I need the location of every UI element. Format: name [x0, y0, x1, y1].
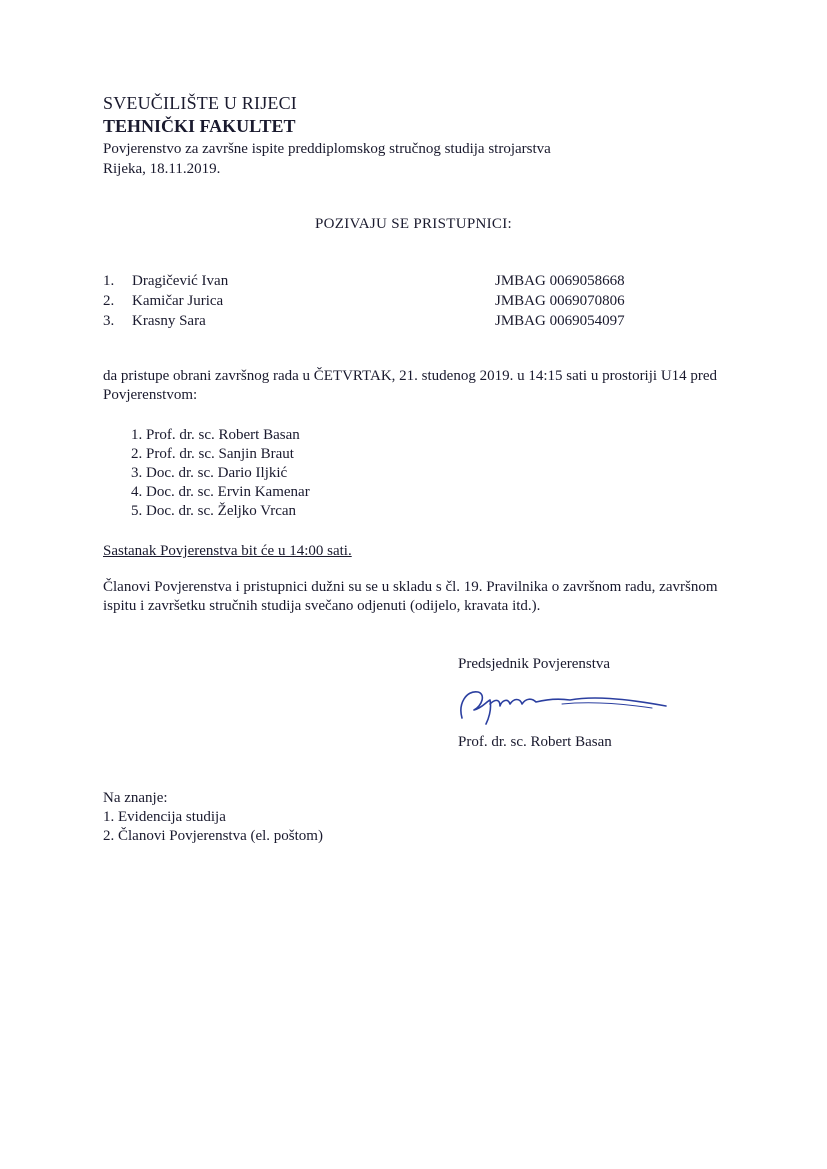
president-name: Prof. dr. sc. Robert Basan: [458, 734, 612, 750]
committee-member: 2. Prof. dr. sc. Sanjin Braut: [131, 446, 294, 462]
candidate-name: Dragičević Ivan: [132, 273, 229, 289]
notice-list: [103, 808, 323, 846]
notice-title: Na znanje:: [103, 790, 168, 806]
candidate-list: [103, 272, 663, 332]
president-title: Predsjednik Povjerenstva: [458, 656, 611, 672]
candidate-name: Kamičar Jurica: [132, 293, 224, 309]
committee-name: Povjerenstvo za završne ispite preddiplomskog stručnog studija strojarstva: [103, 141, 551, 157]
committee-member: 5. Doc. dr. sc. Željko Vrcan: [131, 503, 297, 519]
signature-image: [452, 680, 682, 730]
candidate-jmbag: JMBAG 0069054097: [495, 313, 625, 329]
committee-member: 1. Prof. dr. sc. Robert Basan: [131, 427, 300, 443]
candidate-name: Krasny Sara: [132, 313, 206, 329]
candidate-row: [103, 292, 663, 312]
dress-code-paragraph: Članovi Povjerenstva i pristupnici dužni su se u skladu s čl. 19. Pravilnika o završnom radu, završnom ispitu i završetku stručnih studija svečano odjenuti (odijelo, kravata itd.).: [103, 579, 718, 614]
candidate-jmbag: JMBAG 0069058668: [495, 273, 625, 289]
candidate-row: [103, 272, 663, 292]
invitation-paragraph: da pristupe obrani završnog rada u ČETVRTAK, 21. studenog 2019. u 14:15 sati u prostoriji U14 pred Povjerenstvom:: [103, 368, 718, 403]
place-date: Rijeka, 18.11.2019.: [103, 161, 221, 177]
committee-member-list: [131, 426, 310, 521]
document-heading: POZIVAJU SE PRISTUPNICI:: [315, 216, 512, 232]
candidate-number: 2.: [103, 293, 115, 309]
meeting-note: Sastanak Povjerenstva bit će u 14:00 sati.: [103, 543, 352, 559]
candidate-row: [103, 312, 663, 332]
notice-item: 2. Članovi Povjerenstva (el. poštom): [103, 828, 323, 844]
committee-member: 4. Doc. dr. sc. Ervin Kamenar: [131, 484, 310, 500]
candidate-jmbag: JMBAG 0069070806: [495, 293, 625, 309]
faculty-name: TEHNIČKI FAKULTET: [103, 116, 296, 136]
university-name: SVEUČILIŠTE U RIJECI: [103, 93, 297, 113]
candidate-number: 3.: [103, 313, 115, 329]
committee-member: 3. Doc. dr. sc. Dario Iljkić: [131, 465, 288, 481]
notice-item: 1. Evidencija studija: [103, 809, 226, 825]
candidate-number: 1.: [103, 273, 115, 289]
